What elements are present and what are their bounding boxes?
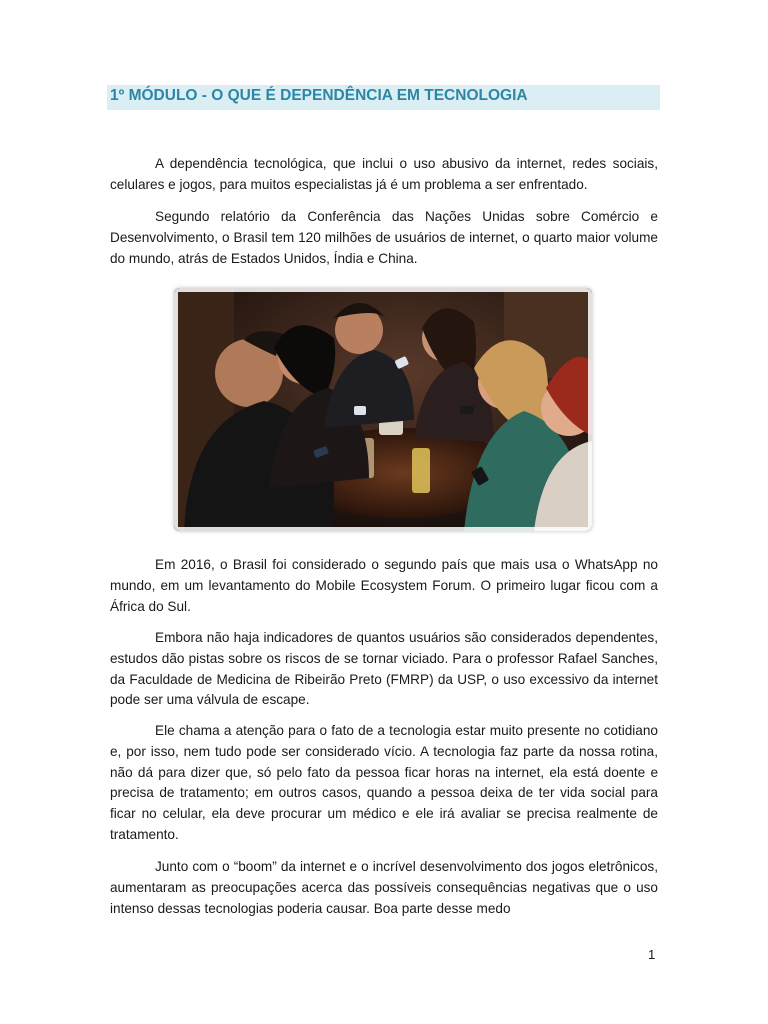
paragraph-4: Embora não haja indicadores de quantos usuários são considerados dependentes, estudos dão pistas sobre os riscos de se tornar viciado. Para o professor Rafael Sanches, da Faculdade de Medicina de Ribeirão Preto (FMRP) da USP, o uso excessivo da internet pode ser uma válvula de escape. [110, 630, 658, 708]
section-heading-bar [107, 85, 660, 110]
paragraph-3: Em 2016, o Brasil foi considerado o segundo país que mais usa o WhatsApp no mundo, em um levantamento do Mobile Ecosystem Forum. O primeiro lugar ficou com a África do Sul. [110, 557, 658, 614]
paragraph-2: Segundo relatório da Conferência das Nações Unidas sobre Comércio e Desenvolvimento, o Brasil tem 120 milhões de usuários de internet, o quarto maior volume do mundo, atrás de Estados Unidos, Índia e China. [110, 209, 658, 266]
paragraph-5: Ele chama a atenção para o fato de a tecnologia estar muito presente no cotidiano e, por isso, nem tudo pode ser considerado vício. A tecnologia faz parte da nossa rotina, não dá para dizer que, só pelo fato da pessoa ficar horas na internet, ela está doente e precisa de tratamento; em outros casos, quando a pessoa deixa de ter vida social para ficar no celular, ela deve procurar um médico e ele irá avaliar se precisa realmente de tratamento. [110, 723, 658, 842]
paragraph-6: Junto com o “boom” da internet e o incrível desenvolvimento dos jogos eletrônicos, aumentaram as preocupações acerca das possíveis consequências negativas que o uso intenso dessas tecnologias poderia causar. Boa parte desse medo [110, 859, 658, 916]
section-heading: 1º MÓDULO - O QUE É DEPENDÊNCIA EM TECNOLOGIA [110, 87, 528, 104]
photo-people-using-phones [174, 288, 592, 531]
paragraph-1: A dependência tecnológica, que inclui o uso abusivo da internet, redes sociais, celulares e jogos, para muitos especialistas já é um problema a ser enfrentado. [110, 156, 658, 192]
page-number: 1 [648, 947, 656, 962]
photo-illustration [174, 288, 592, 531]
